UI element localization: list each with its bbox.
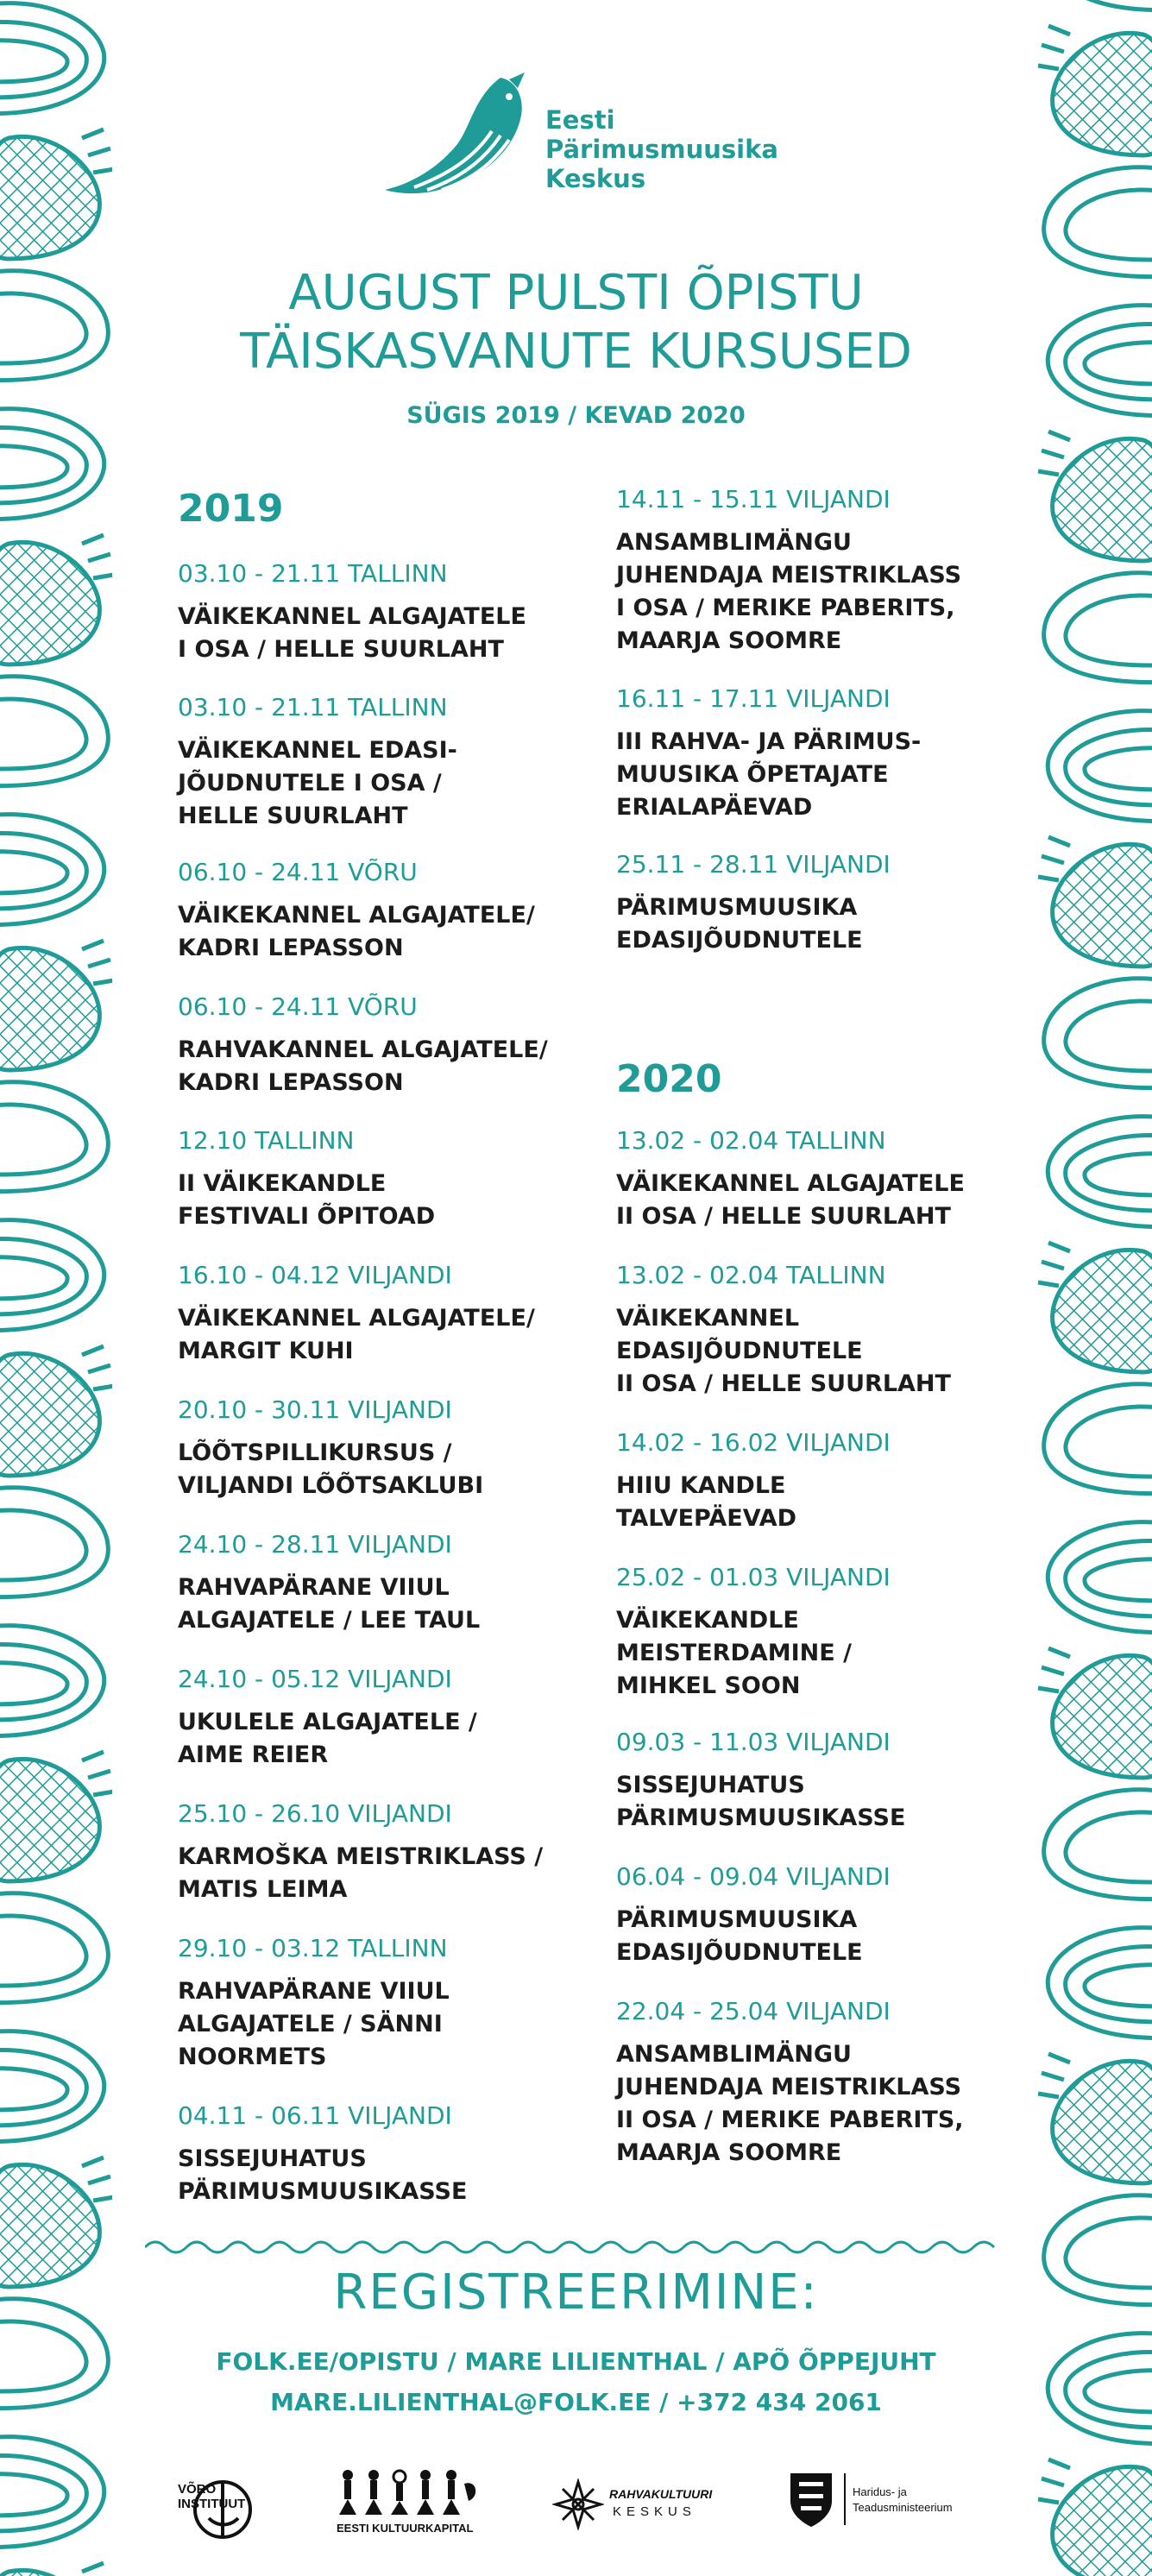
- registration-heading: REGISTREERIMINE:: [333, 2264, 819, 2321]
- event-date: 24.10 - 28.11 VILJANDI: [178, 1530, 452, 1559]
- event-date: 16.11 - 17.11 VILJANDI: [616, 684, 891, 713]
- event-title: VÄIKEKANNEL ALGAJATELE/ MARGIT KUHI: [178, 1305, 535, 1364]
- event-date: 03.10 - 21.11 TALLINN: [178, 693, 448, 721]
- event-date: 25.10 - 26.10 VILJANDI: [178, 1799, 452, 1828]
- event-title: SISSEJUHATUS PÄRIMUSMUUSIKASSE: [616, 1772, 906, 1831]
- event-date: 12.10 TALLINN: [178, 1126, 355, 1155]
- registration-line-web[interactable]: FOLK.EE/OPISTU / MARE LILIENTHAL / APÕ ÕPPEJUHT: [216, 2347, 936, 2376]
- left-ornament-border: [0, 0, 112, 2576]
- event-date: 25.02 - 01.03 VILJANDI: [616, 1563, 891, 1591]
- event-item: [178, 858, 601, 965]
- partner-rahvakultuuri-keskus: [552, 2466, 725, 2544]
- event-item: [616, 1126, 1022, 1233]
- org-name-line1: Eesti: [545, 105, 615, 135]
- event-title: II VÄIKEKANDLE FESTIVALI ÕPITOAD: [178, 1170, 436, 1230]
- event-item: [178, 992, 601, 1099]
- event-date: 06.04 - 09.04 VILJANDI: [616, 1862, 891, 1891]
- event-item: [178, 1799, 601, 1906]
- registration-line-contact[interactable]: MARE.LILIENTHAL@FOLK.EE / +372 434 2061: [270, 2388, 882, 2416]
- event-item: [178, 693, 601, 833]
- event-date: 24.10 - 05.12 VILJANDI: [178, 1665, 452, 1693]
- event-date: 13.02 - 02.04 TALLINN: [616, 1261, 886, 1289]
- ministry-divider: [844, 2473, 846, 2525]
- event-item: [178, 1261, 601, 1368]
- event-item: [616, 1862, 1022, 1969]
- event-item: [616, 684, 1022, 824]
- event-item: [616, 850, 1022, 957]
- event-title: HIIU KANDLE TALVEPÄEVAD: [616, 1472, 797, 1532]
- bird-logo-icon: [380, 62, 544, 209]
- ministry-text1: Haridus- ja: [853, 2485, 907, 2498]
- event-date: 13.02 - 02.04 TALLINN: [616, 1126, 886, 1155]
- event-date: 22.04 - 25.04 VILJANDI: [616, 1997, 891, 2025]
- event-title: KARMOŠKA MEISTRIKLASS / MATIS LEIMA: [178, 1843, 544, 1903]
- event-date: 14.02 - 16.02 VILJANDI: [616, 1428, 891, 1457]
- year-heading-2020: 2020: [616, 1057, 722, 1101]
- event-date: 06.10 - 24.11 VÕRU: [178, 858, 418, 886]
- voro-logo-text1: VÕRO: [178, 2482, 217, 2497]
- event-title: III RAHVA- JA PÄRIMUS- MUUSIKA ÕPETAJATE ERIALAPÄEVAD: [616, 728, 922, 821]
- event-title: VÄIKEKANNEL ALGAJATELE I OSA / HELLE SUURLAHT: [178, 603, 526, 663]
- event-item: [616, 1428, 1022, 1535]
- star-ornament-logo: [552, 2478, 604, 2530]
- event-title: LÕÕTSPILLIKURSUS / VILJANDI LÕÕTSAKLUBI: [178, 1439, 484, 1499]
- event-title: PÄRIMUSMUUSIKA EDASIJÕUDNUTELE: [616, 1906, 863, 1966]
- event-title: SISSEJUHATUS PÄRIMUSMUUSIKASSE: [178, 2145, 468, 2205]
- event-item: [178, 1126, 601, 1233]
- event-title: VÄIKEKANDLE MEISTERDAMINE / MIHKEL SOON: [616, 1607, 852, 1699]
- event-date: 29.10 - 03.12 TALLINN: [178, 1934, 448, 1962]
- event-item: [178, 1665, 601, 1772]
- rahvakultuur-text1: RAHVAKULTUURI: [609, 2487, 713, 2501]
- ministry-text2: Teadusministeerium: [853, 2501, 953, 2514]
- event-title: RAHVAKANNEL ALGAJATELE/ KADRI LEPASSON: [178, 1036, 548, 1096]
- event-date: 09.03 - 11.03 VILJANDI: [616, 1728, 891, 1756]
- event-title: RAHVAPÄRANE VIIUL ALGAJATELE / LEE TAUL: [178, 1574, 481, 1634]
- right-ornament-border: [1031, 0, 1152, 2576]
- header-logo: [380, 62, 777, 209]
- partner-kultuurkapital: [335, 2466, 482, 2544]
- event-title: PÄRIMUSMUUSIKA EDASIJÕUDNUTELE: [616, 894, 863, 954]
- season-subtitle: SÜGIS 2019 / KEVAD 2020: [406, 402, 746, 429]
- org-name-line3: Keskus: [545, 164, 646, 193]
- event-item: [178, 1934, 601, 2074]
- title-line1: AUGUST PULSTI ÕPISTU: [288, 265, 864, 321]
- event-title: ANSAMBLIMÄNGU JUHENDAJA MEISTRIKLASS I OSA / MERIKE PABERITS, MAARJA SOOMRE: [616, 529, 962, 654]
- event-date: 04.11 - 06.11 VILJANDI: [178, 2101, 452, 2130]
- event-title: UKULELE ALGAJATELE / AIME REIER: [178, 1709, 477, 1768]
- event-title: VÄIKEKANNEL ALGAJATELE/ KADRI LEPASSON: [178, 902, 535, 961]
- page-title: [155, 264, 997, 381]
- event-title: RAHVAPÄRANE VIIUL ALGAJATELE / SÄNNI NOORMETS: [178, 1978, 450, 2070]
- event-item: [178, 2101, 601, 2208]
- event-date: 03.10 - 21.11 TALLINN: [178, 559, 448, 588]
- event-item: [178, 1395, 601, 1502]
- partner-voro-instituut: [179, 2466, 274, 2544]
- kulka-logo-text: EESTI KULTUURKAPITAL: [337, 2522, 474, 2535]
- event-item: [616, 1728, 1022, 1835]
- event-item: [178, 1530, 601, 1637]
- event-item: [616, 1997, 1022, 2170]
- voro-logo-text2: INSTITUUT: [178, 2497, 246, 2511]
- three-lions-coat-of-arms: [787, 2470, 835, 2530]
- event-title: VÄIKEKANNEL ALGAJATELE II OSA / HELLE SUURLAHT: [616, 1170, 965, 1230]
- event-item: [616, 1261, 1022, 1401]
- event-date: 25.11 - 28.11 VILJANDI: [616, 850, 891, 879]
- event-date: 20.10 - 30.11 VILJANDI: [178, 1395, 452, 1424]
- folk-dancers-logo: [335, 2466, 482, 2518]
- event-item: [178, 559, 601, 666]
- event-title: VÄIKEKANNEL EDASIJÕUDNUTELE II OSA / HELLE SUURLAHT: [616, 1305, 951, 1397]
- rahvakultuur-text2: KESKUS: [613, 2504, 696, 2519]
- year-heading-2019: 2019: [178, 487, 284, 531]
- event-date: 14.11 - 15.11 VILJANDI: [616, 485, 891, 513]
- wave-divider: [145, 2237, 1008, 2258]
- title-line2: TÄISKASVANUTE KURSUSED: [240, 324, 912, 380]
- event-item: [616, 485, 1022, 658]
- event-date: 16.10 - 04.12 VILJANDI: [178, 1261, 452, 1289]
- partner-ministry: [787, 2466, 994, 2544]
- event-title: ANSAMBLIMÄNGU JUHENDAJA MEISTRIKLASS II OSA / MERIKE PABERITS, MAARJA SOOMRE: [616, 2041, 964, 2166]
- event-title: VÄIKEKANNEL EDASI- JÕUDNUTELE I OSA / HELLE SUURLAHT: [178, 737, 457, 829]
- org-name-line2: Pärimusmuusika: [545, 135, 778, 164]
- event-date: 06.10 - 24.11 VÕRU: [178, 992, 418, 1021]
- event-item: [616, 1563, 1022, 1703]
